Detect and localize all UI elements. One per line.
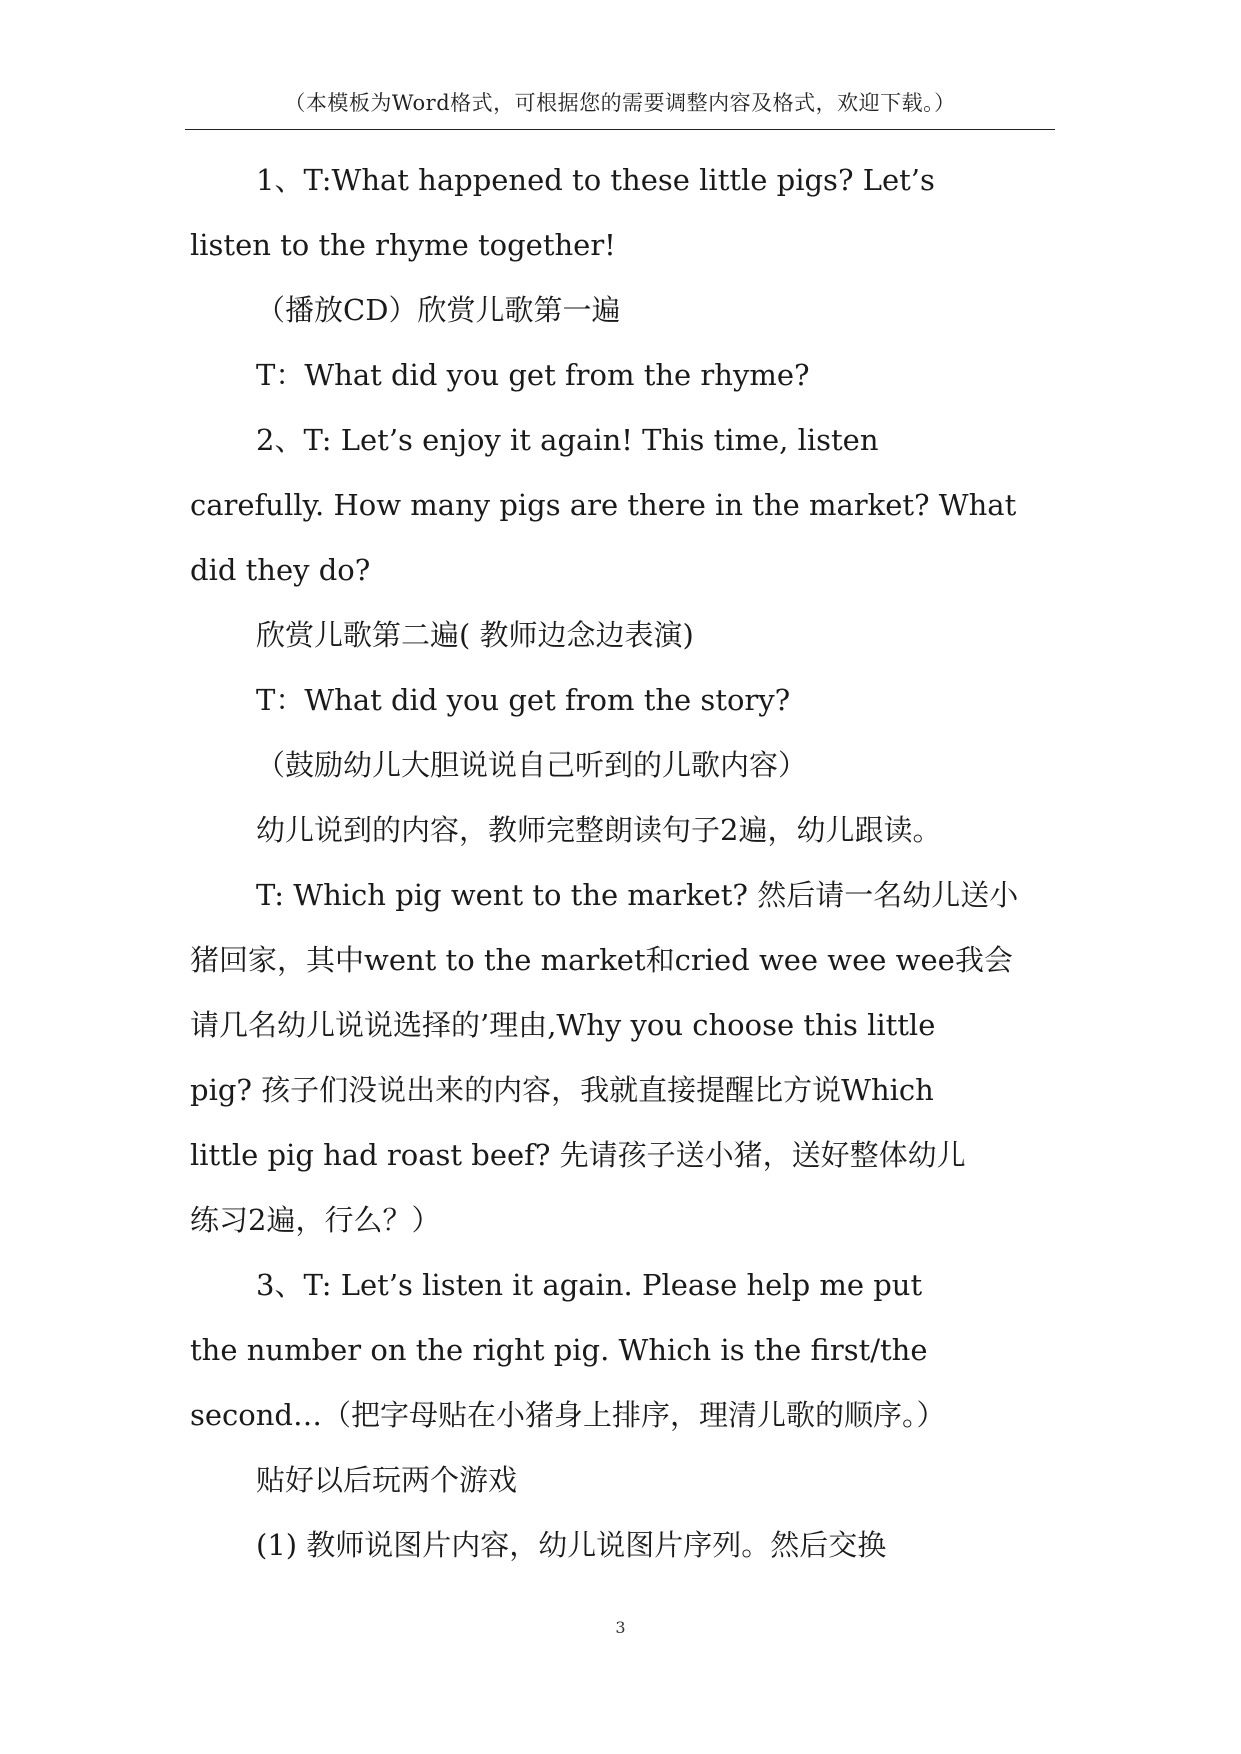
text-line: 2、T: Let’s enjoy it again! This time, listen — [256, 423, 879, 457]
text-line: second…（把字母贴在小猪身上排序，理清儿歌的顺序。） — [190, 1398, 946, 1432]
text-line: little pig had roast beef? 先请孩子送小猪，送好整体幼儿 — [190, 1138, 966, 1172]
text-line: 3、T: Let’s listen it again. Please help me put — [256, 1268, 923, 1302]
page-body — [190, 148, 1070, 1578]
text-line: 贴好以后玩两个游戏 — [256, 1463, 518, 1497]
text-line: 猪回家，其中went to the market和cried wee wee wee我会 — [190, 943, 1013, 977]
text-line: T：What did you get from the rhyme? — [256, 358, 810, 392]
text-line: did they do? — [190, 553, 371, 587]
text-line: carefully. How many pigs are there in the market? What — [190, 488, 1017, 522]
text-line: （播放CD）欣赏儿歌第一遍 — [256, 293, 621, 327]
text-line: 练习2遍，行么？） — [190, 1203, 441, 1237]
text-line: pig? 孩子们没说出来的内容，我就直接提醒比方说Which — [190, 1073, 934, 1107]
header-rule — [185, 129, 1055, 130]
page-number: 3 — [615, 1618, 626, 1637]
text-line: T：What did you get from the story? — [256, 683, 791, 717]
text-line: 请几名幼儿说说选择的’理由,Why you choose this little — [190, 1008, 936, 1042]
text-line: 欣赏儿歌第二遍( 教师边念边表演) — [256, 618, 694, 652]
text-line: （鼓励幼儿大胆说说自己听到的儿歌内容） — [256, 748, 808, 782]
text-line: (1) 教师说图片内容，幼儿说图片序列。然后交换 — [256, 1528, 887, 1562]
page-header: （本模板为Word格式，可根据您的需要调整内容及格式，欢迎下载。） — [284, 91, 956, 115]
text-line: 1、T:What happened to these little pigs? Let’s — [256, 163, 935, 197]
text-line: listen to the rhyme together! — [190, 228, 616, 262]
text-line: the number on the right pig. Which is the first/the — [190, 1333, 928, 1367]
text-line: 幼儿说到的内容，教师完整朗读句子2遍，幼儿跟读。 — [256, 813, 942, 847]
text-line: T: Which pig went to the market? 然后请一名幼儿送小 — [256, 878, 1019, 912]
